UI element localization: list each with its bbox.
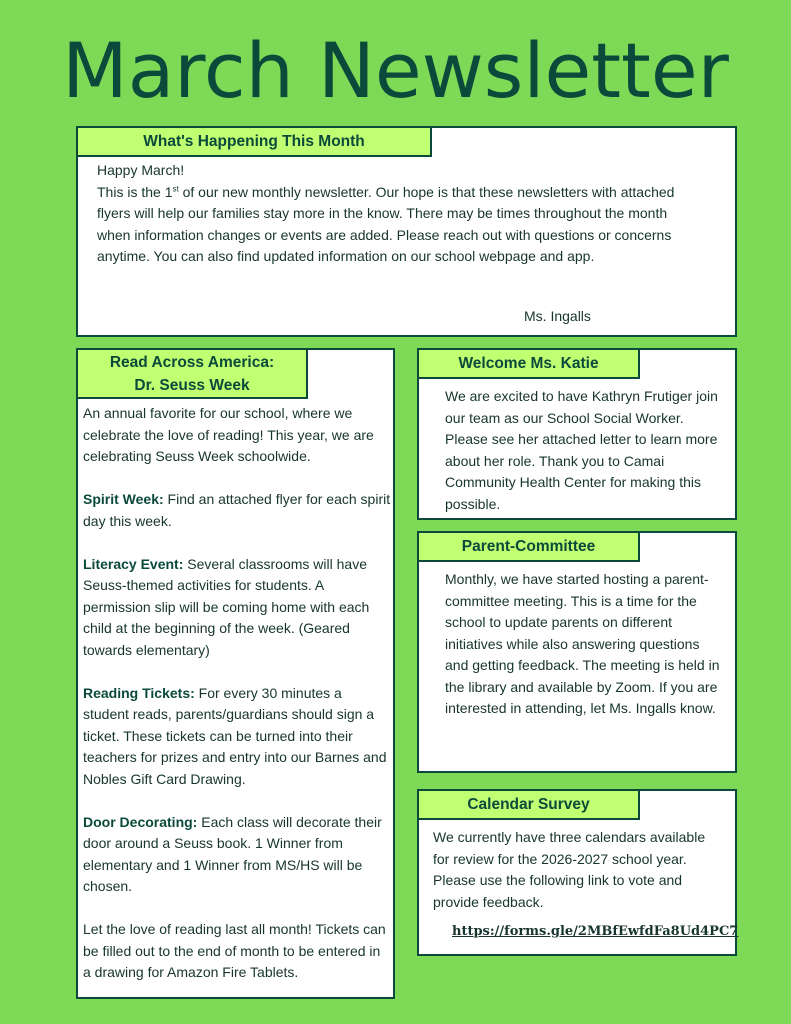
- seuss-heading: Read Across America: Dr. Seuss Week: [76, 348, 308, 399]
- welcome-body: We are excited to have Kathryn Frutiger join our team as our School Social Worker. Please see her attached letter to learn more about her role. Thank you to Camai Community Health Center for making this possible.: [445, 388, 718, 512]
- spirit-week: Spirit Week: Find an attached flyer for each spirit day this week.: [83, 491, 391, 529]
- page-title: March Newsletter: [62, 26, 729, 115]
- greeting: Happy March!: [97, 162, 185, 178]
- seuss-section: [76, 348, 395, 999]
- door-decorating: Door Decorating: Each class will decorate their door around a Seuss book. 1 Winner from elementary and 1 Winner from MS/HS will be chosen.: [83, 813, 382, 894]
- happening-heading: What's Happening This Month: [76, 126, 432, 157]
- happening-body: This is the 1st of our new monthly newsletter. Our hope is that these newsletters with attached flyers will help our families stay more in the know. There may be times throughout the month when information changes or events are added. Please reach out with questions or concerns anytime. You can also find updated information on our school webpage and app.: [97, 183, 675, 264]
- committee-body: Monthly, we have started hosting a parent-committee meeting. This is a time for the school to update parents on different initiatives while also answering questions and getting feedback. The meeting is held in the library and available by Zoom. If you are interested in attending, let Ms. Ingalls know.: [445, 571, 720, 716]
- reading-tickets: Reading Tickets: For every 30 minutes a student reads, parents/guardians should sign a ticket. These tickets can be turned into their teachers for prizes and entry into our Barnes and Nobles Gift Card Drawing.: [83, 684, 387, 787]
- welcome-heading: Welcome Ms. Katie: [417, 348, 640, 379]
- survey-section: [417, 789, 737, 956]
- welcome-section: [417, 348, 737, 520]
- seuss-intro: An annual favorite for our school, where we celebrate the love of reading! This year, we are celebrating Seuss Week schoolwide.: [83, 405, 374, 464]
- survey-link[interactable]: https://forms.gle/2MBfEwfdFa8Ud4PC7: [452, 924, 739, 939]
- survey-body: We currently have three calendars available for review for the 2026-2027 school year. Please use the following link to vote and provide feedback.: [433, 829, 706, 910]
- literacy-event: Literacy Event: Several classrooms will have Seuss-themed activities for students. A permission slip will be coming home with each child at the beginning of the week. (Geared towards elementary): [83, 555, 370, 658]
- signature: Ms. Ingalls: [524, 308, 591, 324]
- committee-section: [417, 531, 737, 773]
- seuss-closing: Let the love of reading last all month! Tickets can be filled out to the end of month to be entered in a drawing for Amazon Fire Tablets.: [83, 921, 386, 980]
- survey-heading: Calendar Survey: [417, 789, 640, 820]
- committee-heading: Parent-Committee: [417, 531, 640, 562]
- happening-section: [76, 126, 737, 337]
